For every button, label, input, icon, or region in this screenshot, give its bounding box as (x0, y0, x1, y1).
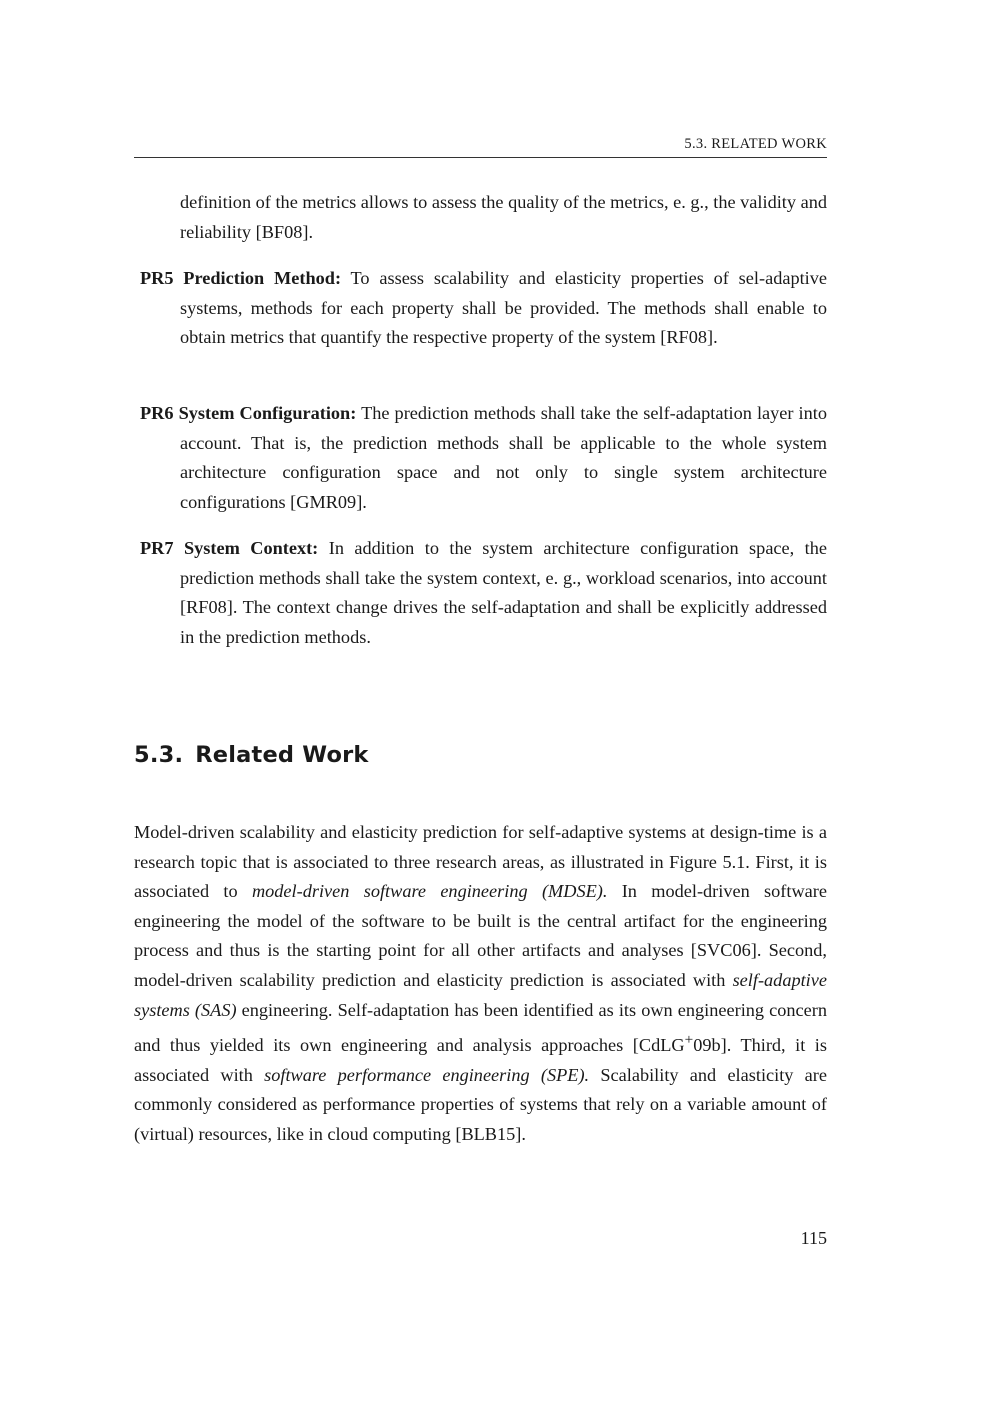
emphasis-sas: self-adaptive systems (SAS) (134, 969, 827, 1020)
continued-paragraph: definition of the metrics allows to assess the quality of the metrics, e. g., the validity and reliability [BF08]. (180, 192, 827, 242)
page-number: 115 (800, 1228, 827, 1248)
body-text: 09b]. Third, it is associated with (134, 1035, 827, 1085)
section-number: 5.3. (134, 742, 184, 768)
requirement-label: PR6 System Configuration: (140, 403, 357, 423)
requirement-label: PR7 System Context: (140, 538, 319, 558)
running-header: 5.3. RELATED WORK (684, 136, 827, 152)
section-title: Related Work (195, 742, 369, 768)
requirement-text: To assess scalability and elasticity properties of sel-adaptive systems, methods for each property shall be provided. The methods shall enable to obtain metrics that quantify the respective property of the system [RF08]. (180, 268, 827, 348)
related-work-paragraph (134, 818, 827, 1150)
emphasis-spe: software performance engineering (SPE). (264, 1064, 590, 1085)
requirement-label: PR5 Prediction Method: (140, 268, 342, 288)
header-rule (134, 157, 827, 158)
citation-superscript: + (684, 1031, 694, 1049)
requirement-pr6 (134, 399, 827, 517)
emphasis-mdse: model-driven software engineering (MDSE). (251, 881, 608, 902)
body-text: engineering. Self-adaptation has been identified as its own engineering concern and thus yielded its own engineering and analysis approaches [CdLG (134, 999, 827, 1056)
requirement-text: In addition to the system architecture configuration space, the prediction methods shall take the system context, e. g., workload scenarios, into account [RF08]. The context change drives the self-adaptation and shall be explicitly addressed in the prediction methods. (180, 538, 828, 647)
body-text: Scalability and elasticity are commonly considered as performance properties of systems that rely on a variable amount of (virtual) resources, like in cloud computing [BLB15]. (134, 1064, 827, 1145)
body-text: In model-driven software engineering the model of the software to be built is the central artifact for the engineering process and thus is the starting point for all other artifacts and analyses [SVC06]. Second, model-driven scalability prediction and elasticity prediction is associated with (134, 881, 827, 990)
requirement-pr7 (134, 534, 827, 652)
section-heading (134, 742, 369, 768)
requirement-text: The prediction methods shall take the self-adaptation layer into account. That is, the prediction methods shall be applicable to the whole system architecture configuration space and not only to single system architecture configurations [GMR09]. (180, 403, 827, 512)
requirement-pr5 (134, 264, 827, 353)
body-text: Model-driven scalability and elasticity prediction for self-adaptive systems at design-time is a research topic that is associated to three research areas, as illustrated in Figure 5.1. First, it is associated to (134, 822, 827, 902)
